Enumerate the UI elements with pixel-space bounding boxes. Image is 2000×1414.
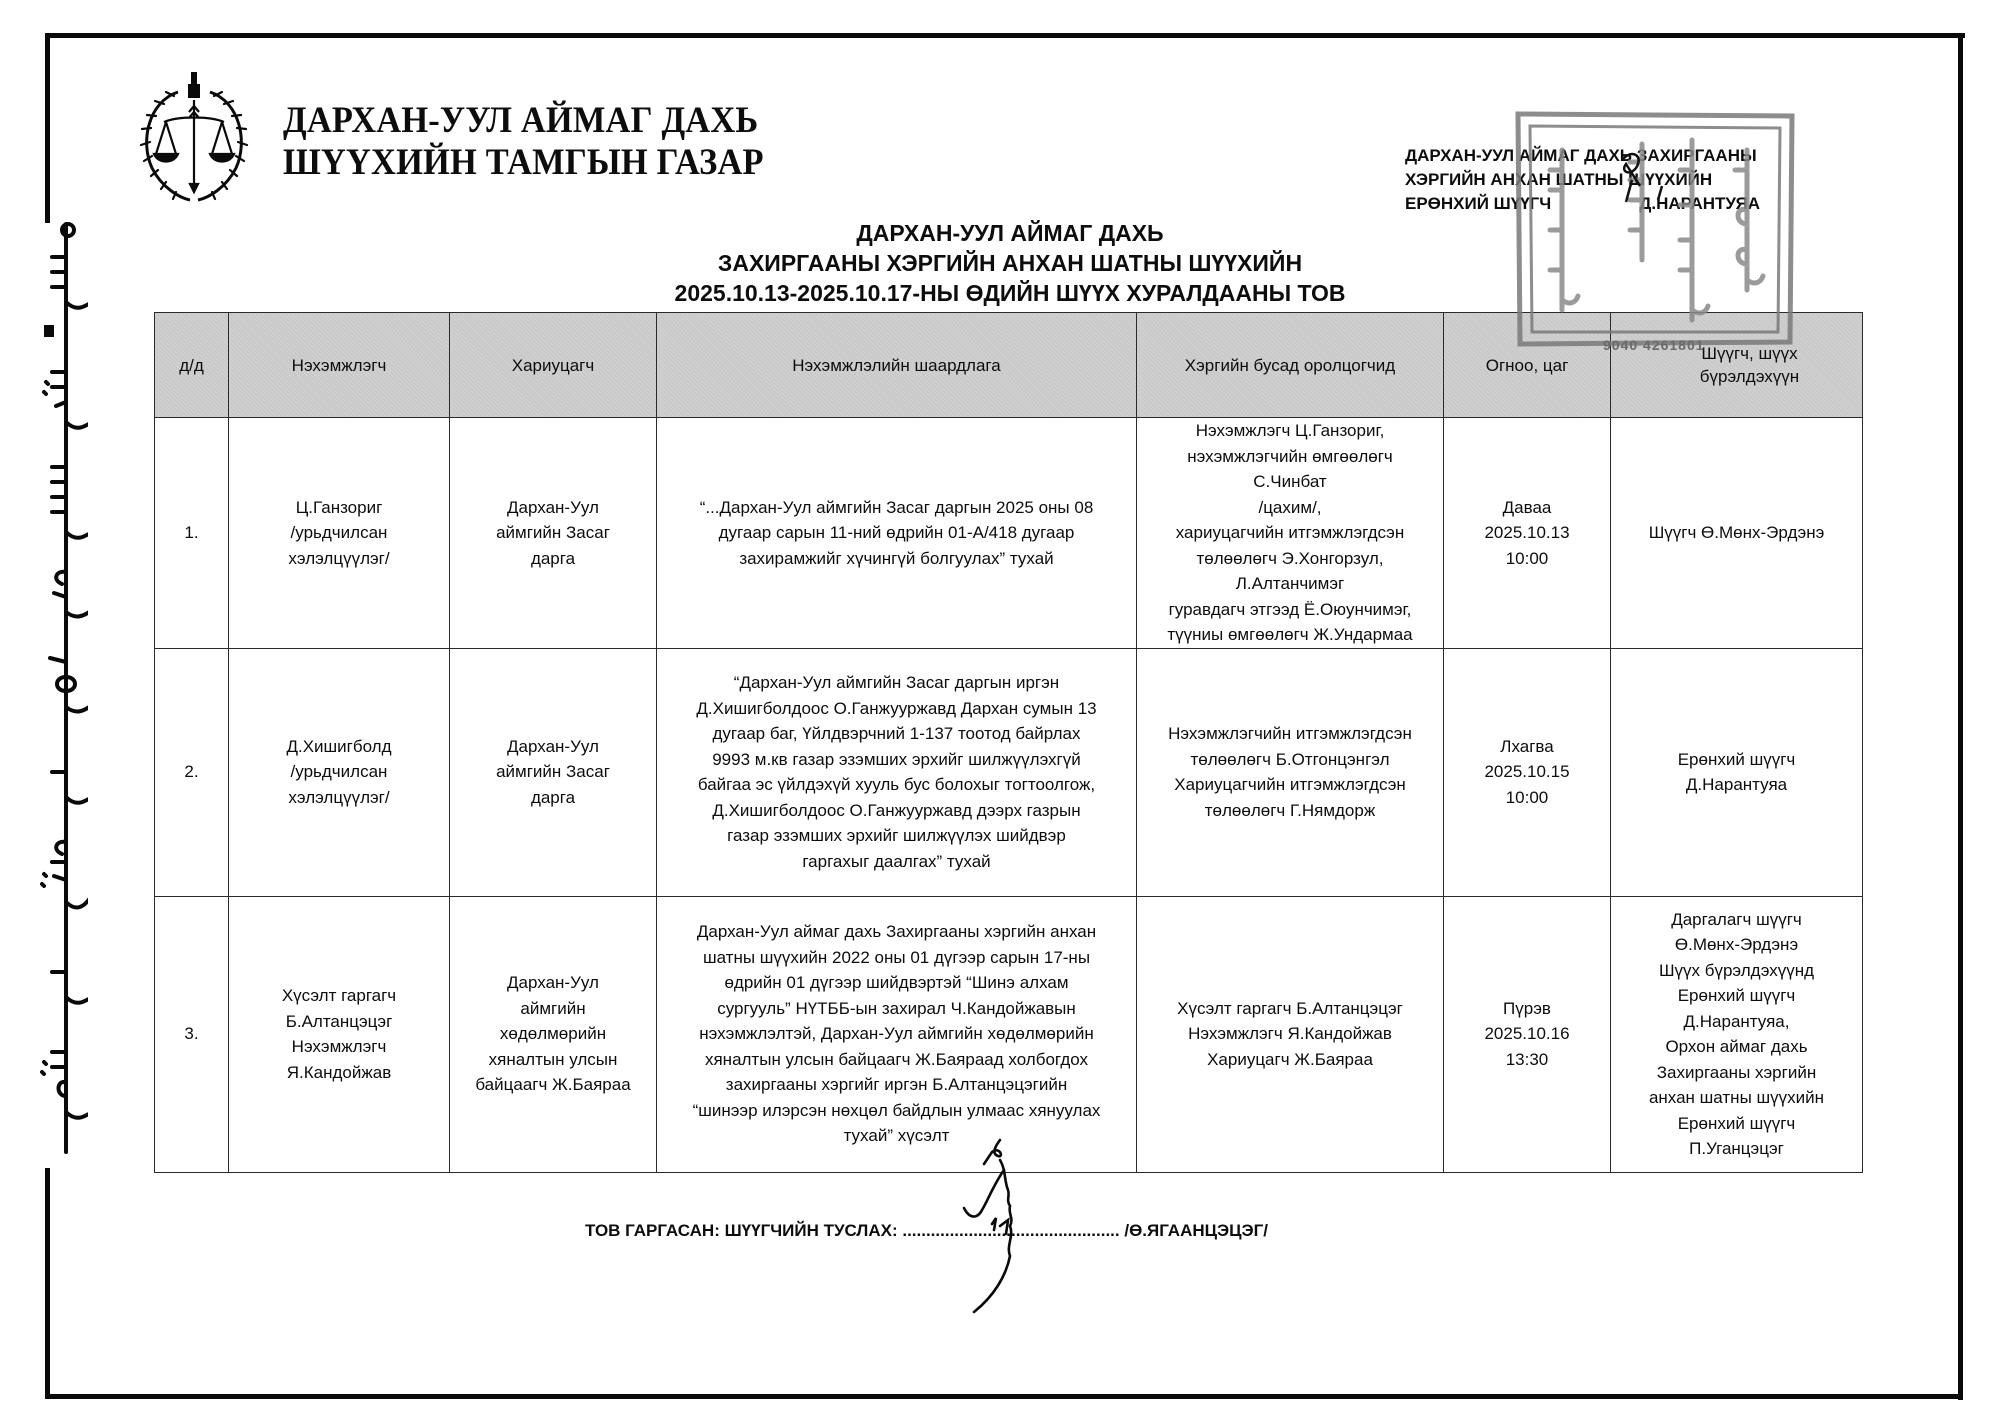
cell-line: “...Дархан-Уул аймгийн Засаг даргын 2025 оны 08 <box>699 497 1094 517</box>
row-number: 3. <box>184 1024 199 1044</box>
signature-dots: .............................................. <box>902 1221 1120 1240</box>
approval-line: ДАРХАН-УУЛ АЙМАГ ДАХЬ ЗАХИРГААНЫ <box>1405 146 1757 165</box>
page-frame-left-top <box>45 33 50 223</box>
cell-line: Лхагва <box>1500 736 1554 756</box>
cell-datetime <box>1444 896 1611 1172</box>
stamp-number: 9040 4261801 <box>1603 337 1705 353</box>
title-line: 2025.10.13-2025.10.17-НЫ ӨДИЙН ШҮҮХ ХУРАЛДААНЫ ТОВ <box>674 280 1346 306</box>
cell-line: Ерөнхий шүүгч <box>1677 986 1796 1005</box>
cell-datetime <box>1444 648 1611 896</box>
approval-position: ЕРӨНХИЙ ШҮҮГЧ <box>1405 194 1552 213</box>
cell-judge <box>1611 648 1863 896</box>
cell-line: Хүсэлт гаргагч <box>281 986 397 1005</box>
cell-plaintiff <box>229 896 450 1172</box>
cell-line: Хүсэлт гаргагч Б.Алтанцэцэг <box>1177 998 1403 1018</box>
cell-line: Дархан-Уул <box>507 973 599 993</box>
cell-line: Хариуцагч Ж.Баяраа <box>1207 1049 1373 1069</box>
title-line: ДАРХАН-УУЛ АЙМАГ ДАХЬ <box>856 220 1164 246</box>
cell-line: захирамжийг хүчингүй болгуулах” тухай <box>739 548 1054 568</box>
cell-line: аймгийн Засаг <box>496 523 610 542</box>
cell-number <box>155 648 229 896</box>
cell-line: Д.Хишигболдоос О.Ганжууржавд Дархан сумын 13 <box>696 698 1097 718</box>
cell-line: Захиргааны хэргийн <box>1656 1062 1817 1082</box>
cell-line: тухай” хүсэлт <box>843 1126 950 1146</box>
cell-line: аймгийн <box>520 998 586 1018</box>
approval-signatory <box>1405 192 1760 216</box>
page-frame-top <box>45 33 1965 38</box>
cell-line: Орхон аймаг дахь <box>1665 1037 1808 1056</box>
cell-line: Дархан-Уул <box>507 497 599 517</box>
column-header-plaintiff: Нэхэмжлэгч <box>229 313 450 418</box>
cell-line: Пүрэв <box>1503 998 1551 1018</box>
cell-line: дугаар сарын 11-ний өдрийн 01-А/418 дугаар <box>718 523 1075 542</box>
cell-line: дарга <box>530 787 576 807</box>
cell-defendant <box>450 418 657 649</box>
cell-line: “Дархан-Уул аймгийн Засаг даргын иргэн <box>733 673 1060 692</box>
cell-participants <box>1137 648 1444 896</box>
cell-number <box>155 896 229 1172</box>
cell-line: Шүүх бүрэлдэхүүнд <box>1658 960 1815 980</box>
column-header-judge: Шүүгч, шүүх бүрэлдэхүүн <box>1611 313 1863 418</box>
cell-number <box>155 418 229 649</box>
cell-line: /урьдчилсан <box>290 523 388 542</box>
page-frame-left-bottom <box>45 1168 50 1399</box>
cell-plaintiff <box>229 648 450 896</box>
row-number: 1. <box>184 523 199 542</box>
table-row <box>155 648 1863 896</box>
cell-line: Б.Алтанцэцэг <box>285 1011 393 1031</box>
cell-line: Хариуцагчийн итгэмжлэгдсэн <box>1174 775 1406 794</box>
cell-line: 10:00 <box>1505 548 1549 568</box>
organization-name <box>283 100 764 184</box>
table-row <box>155 418 1863 649</box>
column-header-claim: Нэхэмжлэлийн шаардлага <box>657 313 1137 418</box>
cell-line: 9993 м.кв газар эзэмших эрхийг шилжүүлэхгүй <box>712 749 1081 769</box>
cell-line: “шинээр илэрсэн нөхцөл байдлын улмаас хянуулах <box>692 1100 1101 1120</box>
cell-line: Нэхэмжлэгч Я.Кандойжав <box>1188 1024 1392 1044</box>
cell-line: Ерөнхий шүүгч <box>1677 749 1796 769</box>
column-header-datetime: Огноо, цаг <box>1444 313 1611 418</box>
table-row <box>155 896 1863 1172</box>
cell-line: дугаар баг, Үйлдвэрчний 1-137 тоотод байрлах <box>712 724 1081 743</box>
org-name-line: ДАРХАН-УУЛ АЙМАГ ДАХЬ <box>283 100 759 141</box>
cell-line: 2025.10.15 <box>1484 762 1570 782</box>
table-header-row <box>155 313 1863 418</box>
cell-participants <box>1137 418 1444 649</box>
cell-line: П.Уганцэцэг <box>1689 1139 1784 1158</box>
cell-line: Даргалагч шүүгч <box>1671 909 1802 929</box>
cell-line: хяналтын улсын байцаагч Ж.Баяраад холбогдох <box>704 1049 1089 1069</box>
cell-line: Л.Алтанчимэг <box>1235 574 1345 593</box>
cell-line: дарга <box>530 548 576 568</box>
mongolian-script-border <box>18 212 88 1172</box>
cell-line: Нэхэмжлэгчийн итгэмжлэгдсэн <box>1168 724 1412 743</box>
cell-line: 10:00 <box>1505 787 1549 807</box>
cell-line: Д.Нарантуяа <box>1685 775 1788 794</box>
cell-line: төлөөлөгч Б.Отгонцэнгэл <box>1190 749 1390 769</box>
cell-line: Даваа <box>1502 497 1552 517</box>
cell-judge <box>1611 896 1863 1172</box>
cell-line: Шүүгч Ө.Мөнх-Эрдэнэ <box>1648 523 1825 542</box>
cell-line: Д.Хишигболд <box>286 736 392 756</box>
cell-line: Д.Хишигболдоос О.Ганжууржавд дээрх газрын <box>712 800 1081 820</box>
cell-claim <box>657 896 1137 1172</box>
cell-line: хэлэлцүүлэг/ <box>288 787 390 807</box>
approval-block <box>1405 144 1760 216</box>
cell-line: Ерөнхий шүүгч <box>1677 1113 1796 1133</box>
cell-line: хяналтын улсын <box>488 1049 618 1069</box>
cell-line: байгаа эс үйлдэхүй хууль бус болохыг тогтоолгож, <box>697 775 1096 794</box>
prepared-by-name: /Ө.ЯГААНЦЭЦЭГ/ <box>1124 1221 1269 1240</box>
cell-plaintiff <box>229 418 450 649</box>
column-header-defendant: Хариуцагч <box>450 313 657 418</box>
cell-line: 2025.10.16 <box>1484 1024 1570 1044</box>
cell-line: Нэхэмжлэгч Ц.Ганзориг, <box>1195 421 1385 440</box>
cell-line: гаргахыг даалгах” тухай <box>802 851 991 871</box>
cell-line: төлөөлөгч Г.Нямдорж <box>1204 800 1376 820</box>
page-frame-right <box>1958 33 1963 1400</box>
cell-line: гуравдагч этгээд Ё.Оюунчимэг, <box>1168 599 1412 619</box>
approval-line: ХЭРГИЙН АНХАН ШАТНЫ ШҮҮХИЙН <box>1405 170 1713 189</box>
cell-line: газар эзэмших эрхийг шилжүүлэх шийдвэр <box>727 826 1066 845</box>
cell-line: хөдөлмөрийн <box>499 1024 607 1044</box>
cell-line: Ц.Ганзориг <box>295 497 383 517</box>
cell-claim <box>657 648 1137 896</box>
cell-line: 13:30 <box>1505 1049 1549 1069</box>
document-title <box>560 218 1460 308</box>
cell-line: хариуцагчийн итгэмжлэгдсэн <box>1175 523 1405 542</box>
hearing-schedule-table <box>154 312 1863 1173</box>
cell-line: өдрийн 01 дүгээр шийдвэртэй “Шинэ алхам <box>724 973 1069 993</box>
title-line: ЗАХИРГААНЫ ХЭРГИЙН АНХАН ШАТНЫ ШҮҮХИЙН <box>717 250 1303 276</box>
cell-line: /цахим/, <box>1258 497 1322 517</box>
cell-defendant <box>450 896 657 1172</box>
prepared-by-line <box>585 1221 1268 1241</box>
cell-line: хэлэлцүүлэг/ <box>288 548 390 568</box>
cell-line: байцаагч Ж.Баяраа <box>475 1075 631 1095</box>
cell-line: Дархан-Уул аймаг дахь Захиргааны хэргийн анхан <box>696 922 1097 942</box>
cell-line: нэхэмжлэлтэй, Дархан-Уул аймгийн хөдөлмөрийн <box>699 1024 1094 1044</box>
page-frame-bottom <box>45 1394 1963 1399</box>
court-emblem-logo <box>138 72 250 204</box>
cell-line: Д.Нарантуяа, <box>1683 1011 1790 1031</box>
cell-line: Дархан-Уул <box>507 736 599 756</box>
cell-line: Я.Кандойжав <box>286 1062 392 1082</box>
org-name-line: ШҮҮХИЙН ТАМГЫН ГАЗАР <box>283 142 764 183</box>
column-header-participants: Хэргийн бусад оролцогчид <box>1137 313 1444 418</box>
cell-line: шатны шүүхийн 2022 оны 01 дүгээр сарын 17-ны <box>702 947 1091 967</box>
cell-line: Нэхэмжлэгч <box>291 1037 387 1056</box>
column-header-number: д/д <box>155 313 229 418</box>
cell-line: нэхэмжлэгчийн өмгөөлөгч <box>1187 446 1393 466</box>
cell-line: сургууль” НҮТББ-ын захирал Ч.Кандойжавын <box>717 998 1076 1018</box>
cell-line: аймгийн Засаг <box>496 762 610 782</box>
approval-name: Д.НАРАНТУЯА <box>1639 194 1761 213</box>
row-number: 2. <box>184 762 199 782</box>
cell-line: Ө.Мөнх-Эрдэнэ <box>1674 935 1799 954</box>
cell-datetime <box>1444 418 1611 649</box>
cell-line: /урьдчилсан <box>290 762 388 782</box>
cell-line: анхан шатны шүүхийн <box>1648 1088 1825 1107</box>
cell-judge <box>1611 418 1863 649</box>
cell-line: 2025.10.13 <box>1484 523 1570 542</box>
cell-defendant <box>450 648 657 896</box>
cell-claim <box>657 418 1137 649</box>
cell-line: захиргааны хэргийг иргэн Б.Алтанцэцэгийн <box>725 1075 1068 1095</box>
cell-line: төлөөлөгч Э.Хонгорзул, <box>1196 548 1384 568</box>
prepared-by-label: ТОВ ГАРГАСАН: ШҮҮГЧИЙН ТУСЛАХ: <box>585 1221 898 1240</box>
cell-line: түүниы өмгөөлөгч Ж.Ундармаа <box>1167 625 1413 644</box>
cell-participants <box>1137 896 1444 1172</box>
cell-line: С.Чинбат <box>1253 472 1327 491</box>
